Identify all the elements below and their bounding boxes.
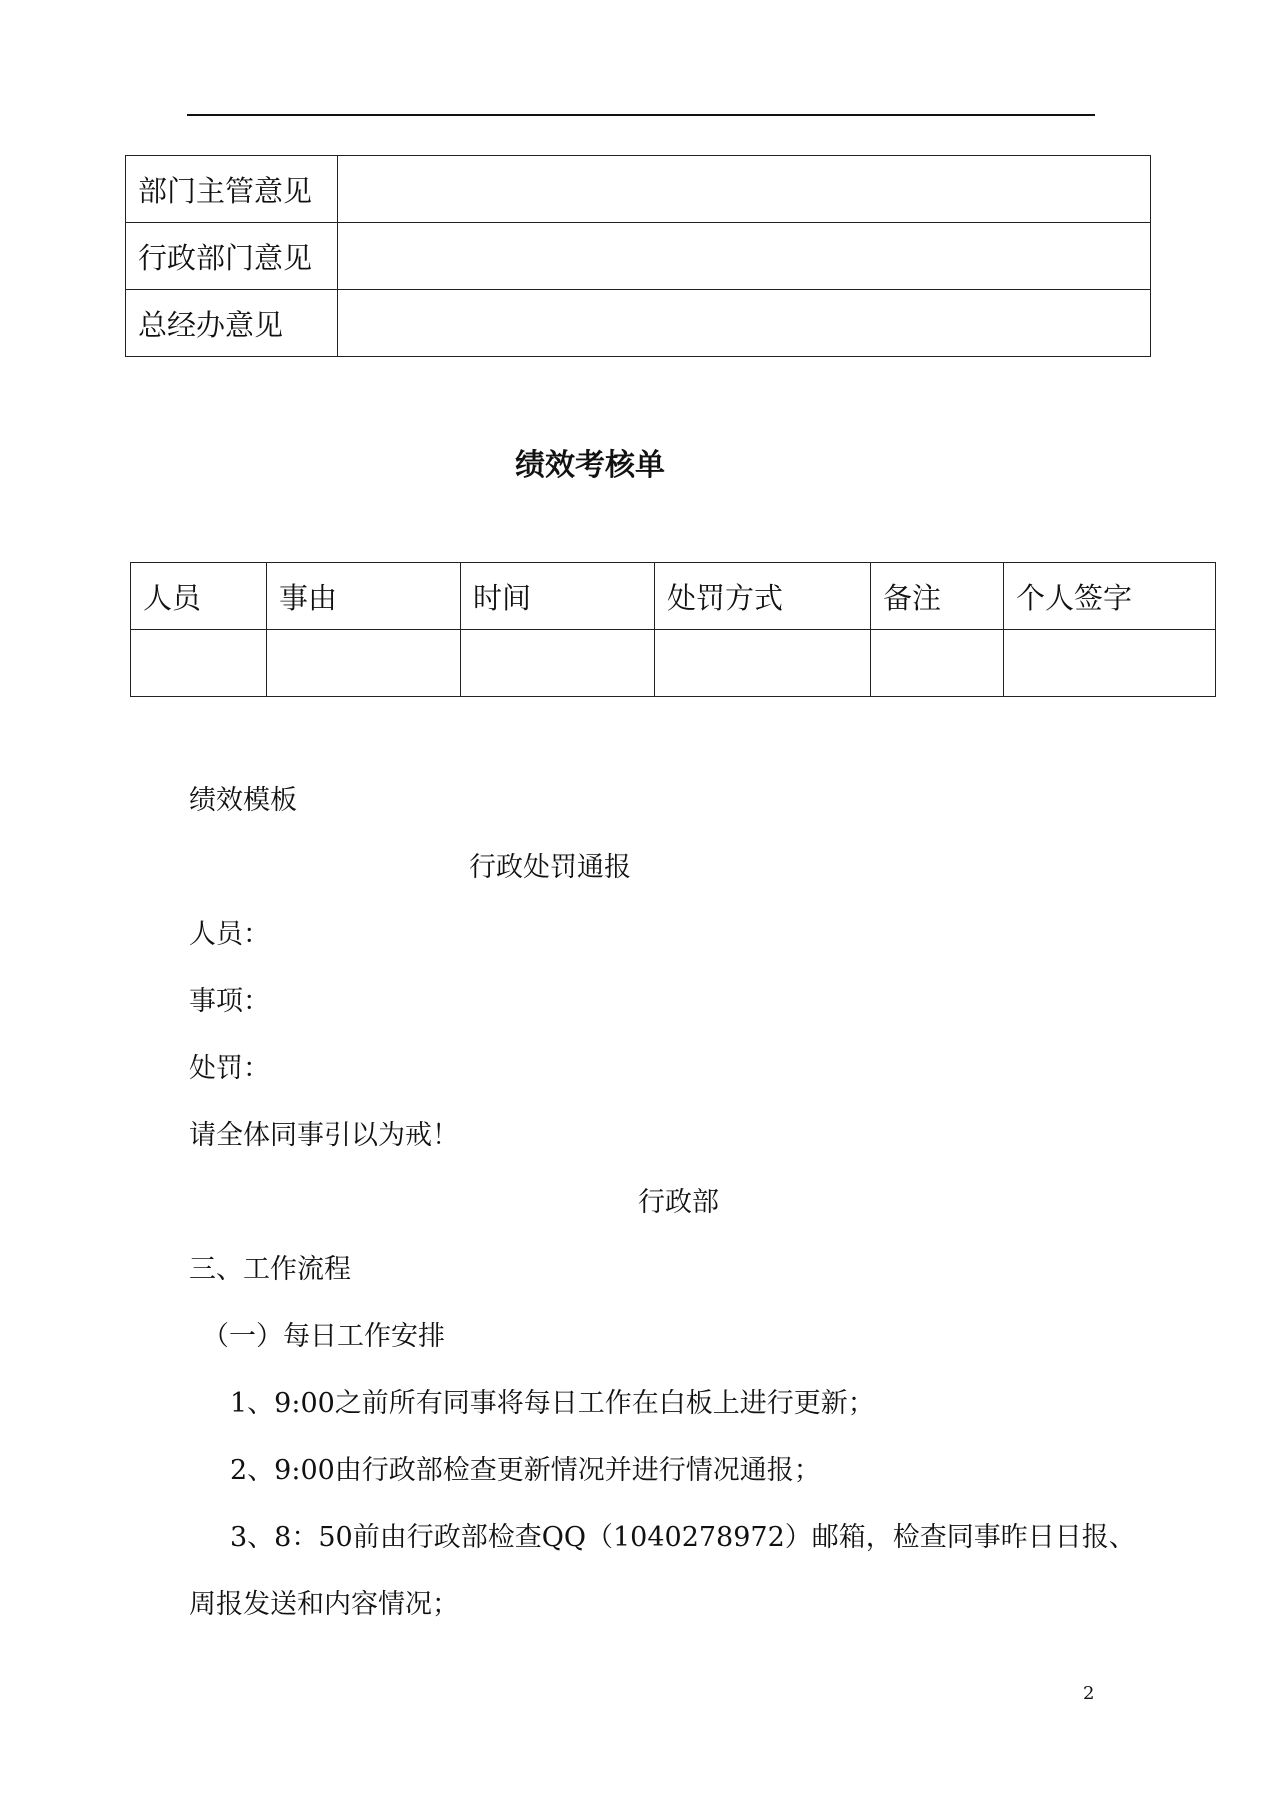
table-row (126, 223, 1151, 290)
performance-table (130, 562, 1216, 697)
template-label: 绩效模板 (189, 785, 297, 816)
table-row (126, 156, 1151, 223)
table-cell[interactable] (871, 630, 1004, 697)
opinion-label: 行政部门意见 (126, 223, 338, 290)
table-cell[interactable] (1004, 630, 1216, 697)
warning-text: 请全体同事引以为戒！ (189, 1120, 459, 1151)
table-cell[interactable] (131, 630, 267, 697)
opinion-table (125, 155, 1151, 357)
header-note: 备注 (871, 563, 1004, 630)
table-header-row (131, 563, 1216, 630)
table-cell[interactable] (655, 630, 871, 697)
table-cell[interactable] (461, 630, 655, 697)
table-cell[interactable] (267, 630, 461, 697)
matter-label: 事项： (189, 986, 270, 1017)
workflow-item-continuation: 周报发送和内容情况； (189, 1589, 459, 1620)
signature-text: 行政部 (638, 1187, 719, 1218)
opinion-label: 总经办意见 (126, 290, 338, 357)
header-time: 时间 (461, 563, 655, 630)
opinion-value[interactable] (338, 290, 1151, 357)
notice-title: 行政处罚通报 (469, 852, 631, 883)
header-rule (187, 114, 1095, 116)
page-number: 2 (1083, 1683, 1095, 1704)
header-reason: 事由 (267, 563, 461, 630)
workflow-subheading: （一）每日工作安排 (202, 1321, 445, 1352)
person-label: 人员： (189, 919, 270, 950)
table-row (131, 630, 1216, 697)
header-penalty: 处罚方式 (655, 563, 871, 630)
table-row (126, 290, 1151, 357)
penalty-label: 处罚： (189, 1053, 270, 1084)
workflow-item: 1、9:00之前所有同事将每日工作在白板上进行更新； (230, 1388, 875, 1419)
header-person: 人员 (131, 563, 267, 630)
workflow-heading: 三、工作流程 (189, 1254, 351, 1285)
workflow-item: 3、8：50前由行政部检查QQ（1040278972）邮箱，检查同事昨日日报、 (230, 1522, 1136, 1553)
workflow-item: 2、9:00由行政部检查更新情况并进行情况通报； (230, 1455, 821, 1486)
opinion-label: 部门主管意见 (126, 156, 338, 223)
performance-title: 绩效考核单 (515, 448, 665, 483)
header-signature: 个人签字 (1004, 563, 1216, 630)
opinion-value[interactable] (338, 156, 1151, 223)
opinion-value[interactable] (338, 223, 1151, 290)
